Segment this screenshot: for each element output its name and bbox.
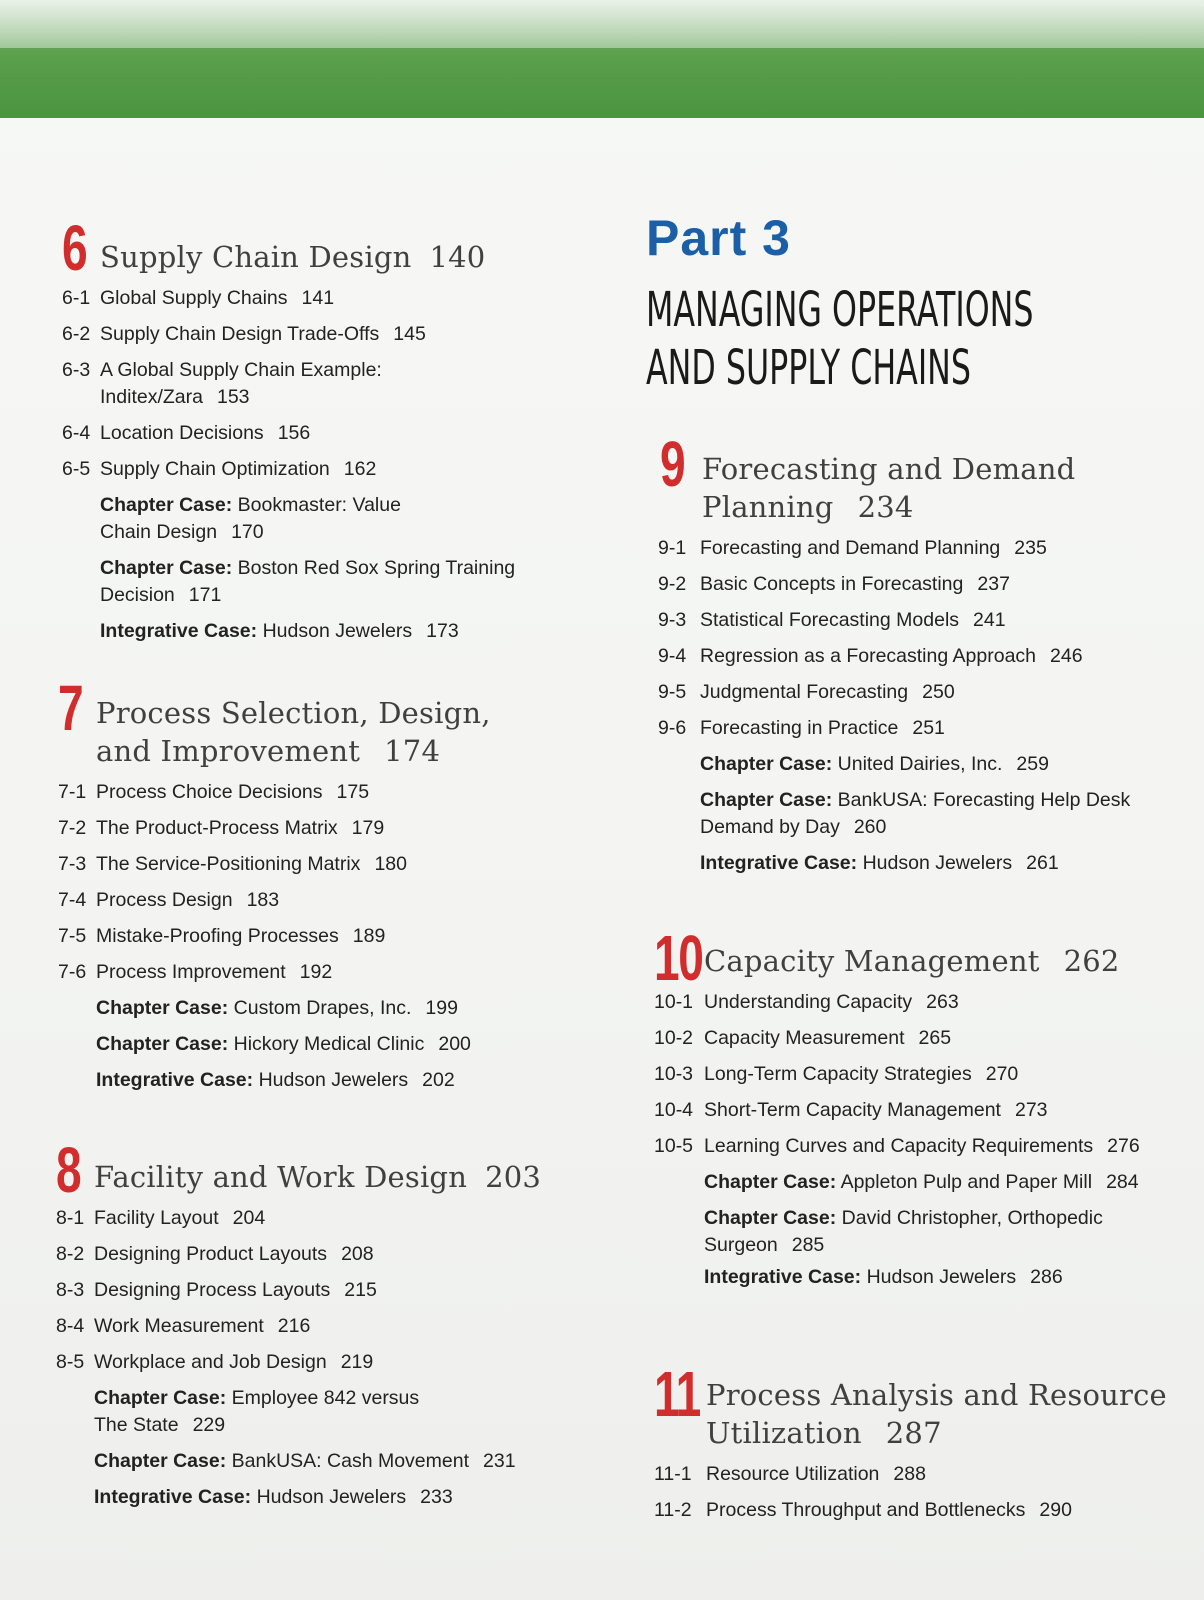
chapter-title-line1: Process Analysis and Resource [706, 1378, 1167, 1412]
section-number: 9-5 [658, 681, 687, 703]
chapter-number: 8 [56, 1134, 81, 1206]
case-page: 284 [1106, 1171, 1139, 1193]
section-page: 183 [246, 889, 280, 911]
chapter-title [706, 1364, 1194, 1452]
case-page: 200 [438, 1033, 471, 1055]
toc-entry[interactable] [58, 959, 598, 986]
section-page: 204 [232, 1207, 266, 1229]
section-page: 141 [301, 287, 335, 309]
section-number: 7-6 [58, 961, 87, 983]
section-title: The Service-Positioning Matrix [96, 853, 361, 875]
section-number: 7-4 [58, 889, 87, 911]
section-page: 263 [926, 991, 959, 1013]
case-title: United Dairies, Inc. [837, 753, 1003, 775]
section-title: Process Design [96, 889, 233, 911]
section-page: 241 [973, 609, 1006, 631]
case-label: Integrative Case: [96, 1069, 254, 1091]
toc-entry[interactable] [658, 571, 1180, 598]
toc-entry[interactable] [56, 1313, 596, 1340]
section-title: Understanding Capacity [704, 991, 913, 1013]
toc-entry[interactable] [58, 851, 598, 878]
section-title: Mistake-Proofing Processes [96, 925, 339, 947]
toc-entry[interactable] [658, 679, 1180, 706]
chapter-10 [654, 922, 1184, 1291]
toc-entry[interactable] [62, 321, 592, 348]
case-title: BankUSA: Cash Movement [231, 1450, 469, 1472]
chapter-case[interactable] [94, 1448, 596, 1475]
case-title: Hudson Jewelers [866, 1266, 1017, 1288]
section-number: 9-2 [658, 573, 687, 595]
chapter-title-line1: Process Selection, Design, [96, 696, 491, 730]
case-title: BankUSA: Forecasting Help Desk Demand by Day [700, 789, 1131, 838]
section-number: 8-1 [56, 1207, 85, 1229]
section-page: 276 [1107, 1135, 1140, 1157]
case-title: Custom Drapes, Inc. [233, 997, 412, 1019]
case-page: 233 [420, 1486, 453, 1508]
section-number: 11-2 [654, 1499, 692, 1521]
section-number: 10-1 [654, 991, 694, 1013]
toc-entry[interactable] [654, 1061, 1184, 1088]
case-title: Bookmaster: Value Chain Design [100, 494, 401, 543]
case-label: Chapter Case: [700, 789, 833, 811]
section-page: 273 [1014, 1099, 1048, 1121]
toc-entry[interactable] [658, 715, 1180, 742]
toc-entry[interactable] [654, 1097, 1184, 1124]
section-title: Learning Curves and Capacity Requirements [704, 1135, 1094, 1157]
section-title: Process Improvement [96, 961, 286, 983]
chapter-case[interactable] [700, 751, 1180, 778]
section-number: 10-4 [654, 1099, 694, 1121]
section-title: Long-Term Capacity Strategies [704, 1063, 972, 1085]
chapter-title-line2: Utilization [706, 1416, 862, 1450]
toc-entry[interactable] [62, 420, 592, 447]
toc-entry[interactable] [658, 607, 1180, 634]
toc-entry[interactable] [56, 1241, 596, 1268]
chapter-page: 203 [485, 1160, 542, 1194]
case-title: Hudson Jewelers [262, 620, 413, 642]
chapter-title [702, 434, 1180, 526]
section-page: 235 [1014, 537, 1047, 559]
integrative-case[interactable] [96, 1067, 598, 1094]
toc-entry[interactable] [56, 1277, 596, 1304]
case-page: 199 [425, 997, 458, 1019]
section-page: 189 [352, 925, 386, 947]
section-page: 208 [341, 1243, 374, 1265]
chapter-case[interactable] [96, 995, 598, 1022]
section-page: 192 [299, 961, 333, 983]
section-page: 219 [340, 1351, 374, 1373]
section-title: Supply Chain Optimization [100, 458, 330, 480]
toc-entry[interactable] [62, 285, 592, 312]
toc-entry[interactable] [62, 456, 592, 483]
chapter-title [100, 218, 592, 276]
chapter-case[interactable] [96, 1031, 598, 1058]
toc-entry[interactable] [56, 1349, 596, 1376]
chapter-8 [56, 1134, 596, 1511]
case-title: Employee 842 versus The State [94, 1387, 420, 1436]
section-page: 288 [893, 1463, 926, 1485]
toc-entry[interactable] [658, 535, 1180, 562]
case-page: 286 [1030, 1266, 1063, 1288]
case-title: Hudson Jewelers [862, 852, 1013, 874]
case-page: 231 [483, 1450, 516, 1472]
toc-entry[interactable] [62, 357, 592, 411]
section-title: Statistical Forecasting Models [700, 609, 960, 631]
section-title: Designing Process Layouts [94, 1279, 331, 1301]
chapter-case[interactable] [704, 1205, 1144, 1259]
section-number: 9-1 [658, 537, 687, 559]
part-title-line2: AND SUPPLY CHAINS [646, 340, 971, 396]
section-page: 180 [374, 853, 407, 875]
section-title: Forecasting in Practice [700, 717, 899, 739]
chapter-title [96, 678, 598, 770]
section-title: Supply Chain Design Trade-Offs [100, 323, 380, 345]
section-title: Forecasting and Demand Planning [700, 537, 1001, 559]
integrative-case[interactable] [100, 618, 592, 645]
section-number: 11-1 [654, 1463, 692, 1485]
section-page: 175 [336, 781, 370, 803]
chapter-number: 9 [660, 428, 685, 500]
chapter-page: 287 [885, 1416, 942, 1450]
section-number: 9-4 [658, 645, 687, 667]
section-number: 10-2 [654, 1027, 694, 1049]
section-number: 10-3 [654, 1063, 694, 1085]
section-title: Process Choice Decisions [96, 781, 323, 803]
integrative-case[interactable] [94, 1484, 596, 1511]
case-title: Appleton Pulp and Paper Mill [840, 1171, 1093, 1193]
section-page: 270 [985, 1063, 1019, 1085]
chapter-title-line2: and Improvement [96, 734, 361, 768]
section-title: A Global Supply Chain Example: Inditex/Zara [100, 359, 382, 408]
section-number: 8-2 [56, 1243, 85, 1265]
chapter-page: 174 [384, 734, 441, 768]
section-page: 251 [912, 717, 945, 739]
chapter-6 [62, 212, 592, 645]
section-page: 156 [277, 422, 311, 444]
section-number: 6-2 [62, 323, 91, 345]
section-number: 7-2 [58, 817, 87, 839]
chapter-title-text: Facility and Work Design [94, 1160, 468, 1194]
section-number: 6-4 [62, 422, 91, 444]
case-label: Integrative Case: [700, 852, 858, 874]
case-label: Chapter Case: [704, 1207, 837, 1229]
case-page: 171 [188, 584, 222, 606]
toc-entry[interactable] [654, 1461, 1194, 1488]
section-title: Global Supply Chains [100, 287, 288, 309]
toc-entry[interactable] [58, 779, 598, 806]
case-page: 170 [231, 521, 264, 543]
section-number: 10-5 [654, 1135, 694, 1157]
section-number: 8-4 [56, 1315, 85, 1337]
case-page: 229 [192, 1414, 226, 1436]
toc-entry[interactable] [58, 887, 598, 914]
toc-entry[interactable] [58, 923, 598, 950]
case-label: Chapter Case: [700, 753, 833, 775]
chapter-page: 140 [429, 240, 486, 274]
toc-entry[interactable] [56, 1205, 596, 1232]
chapter-case[interactable] [100, 492, 420, 546]
section-title: Designing Product Layouts [94, 1243, 328, 1265]
section-title: Workplace and Job Design [94, 1351, 327, 1373]
section-number: 6-3 [62, 359, 91, 381]
case-page: 285 [791, 1234, 825, 1256]
section-number: 8-3 [56, 1279, 85, 1301]
case-title: David Christopher, Orthopedic Surgeon [704, 1207, 1103, 1256]
section-number: 6-1 [62, 287, 91, 309]
chapter-title-line1: Forecasting and Demand [702, 452, 1076, 486]
section-number: 9-6 [658, 717, 687, 739]
case-label: Chapter Case: [96, 997, 229, 1019]
case-title: Hudson Jewelers [256, 1486, 407, 1508]
toc-entry[interactable] [654, 1497, 1194, 1524]
chapter-title [94, 1140, 596, 1196]
chapter-number: 11 [654, 1358, 700, 1430]
case-title: Boston Red Sox Spring Training Decision [100, 557, 516, 606]
section-title: Basic Concepts in Forecasting [700, 573, 964, 595]
toc-entry[interactable] [654, 1025, 1184, 1052]
case-label: Chapter Case: [100, 557, 233, 579]
chapter-number: 10 [654, 922, 703, 994]
section-page: 290 [1039, 1499, 1072, 1521]
section-page: 265 [918, 1027, 952, 1049]
integrative-case[interactable] [700, 850, 1180, 877]
section-page: 250 [922, 681, 955, 703]
section-number: 7-5 [58, 925, 87, 947]
case-label: Integrative Case: [94, 1486, 252, 1508]
section-title: Facility Layout [94, 1207, 219, 1229]
chapter-title-line2: Planning [702, 490, 834, 524]
top-band-highlight [0, 0, 1204, 48]
section-page: 162 [343, 458, 377, 480]
case-label: Chapter Case: [94, 1450, 227, 1472]
section-page: 216 [277, 1315, 311, 1337]
toc-entry[interactable] [654, 989, 1184, 1016]
case-label: Integrative Case: [704, 1266, 862, 1288]
section-page: 215 [344, 1279, 377, 1301]
case-page: 259 [1016, 753, 1049, 775]
chapter-page: 262 [1063, 944, 1120, 978]
chapter-number: 7 [58, 672, 83, 744]
section-page: 237 [977, 573, 1010, 595]
chapter-title [704, 928, 1184, 980]
chapter-11 [654, 1358, 1194, 1524]
section-page: 179 [351, 817, 385, 839]
section-title: Capacity Measurement [704, 1027, 905, 1049]
chapter-number: 6 [62, 212, 87, 284]
section-title: Process Throughput and Bottlenecks [706, 1499, 1026, 1521]
integrative-case[interactable] [704, 1264, 1184, 1291]
part-title-line1: MANAGING OPERATIONS [646, 282, 1034, 338]
section-page: 145 [393, 323, 426, 345]
section-title: Judgmental Forecasting [700, 681, 909, 703]
section-number: 7-1 [58, 781, 87, 803]
chapter-case[interactable] [700, 787, 1140, 841]
chapter-title-text: Capacity Management [704, 944, 1040, 978]
section-page: 153 [216, 386, 250, 408]
chapter-page: 234 [857, 490, 914, 524]
case-label: Chapter Case: [100, 494, 233, 516]
case-page: 173 [426, 620, 459, 642]
part-label: Part 3 [646, 210, 791, 266]
section-title: Regression as a Forecasting Approach [700, 645, 1037, 667]
case-page: 260 [853, 816, 887, 838]
case-page: 202 [422, 1069, 455, 1091]
chapter-case[interactable] [704, 1169, 1184, 1196]
section-page: 246 [1050, 645, 1083, 667]
chapter-9 [658, 428, 1180, 877]
section-number: 6-5 [62, 458, 91, 480]
section-title: Location Decisions [100, 422, 264, 444]
section-title: Work Measurement [94, 1315, 264, 1337]
case-title: Hudson Jewelers [258, 1069, 409, 1091]
case-label: Chapter Case: [704, 1171, 837, 1193]
toc-entry[interactable] [654, 1133, 1184, 1160]
section-number: 7-3 [58, 853, 87, 875]
case-page: 261 [1026, 852, 1059, 874]
case-label: Chapter Case: [94, 1387, 227, 1409]
section-number: 8-5 [56, 1351, 85, 1373]
chapter-case[interactable] [94, 1385, 434, 1439]
section-title: The Product-Process Matrix [96, 817, 338, 839]
case-label: Integrative Case: [100, 620, 258, 642]
chapter-case[interactable] [100, 555, 520, 609]
section-number: 9-3 [658, 609, 687, 631]
chapter-title-text: Supply Chain Design [100, 240, 412, 274]
case-title: Hickory Medical Clinic [233, 1033, 425, 1055]
toc-entry[interactable] [658, 643, 1180, 670]
section-title: Short-Term Capacity Management [704, 1099, 1001, 1121]
chapter-7 [58, 672, 598, 1094]
case-label: Chapter Case: [96, 1033, 229, 1055]
toc-entry[interactable] [58, 815, 598, 842]
section-title: Resource Utilization [706, 1463, 880, 1485]
